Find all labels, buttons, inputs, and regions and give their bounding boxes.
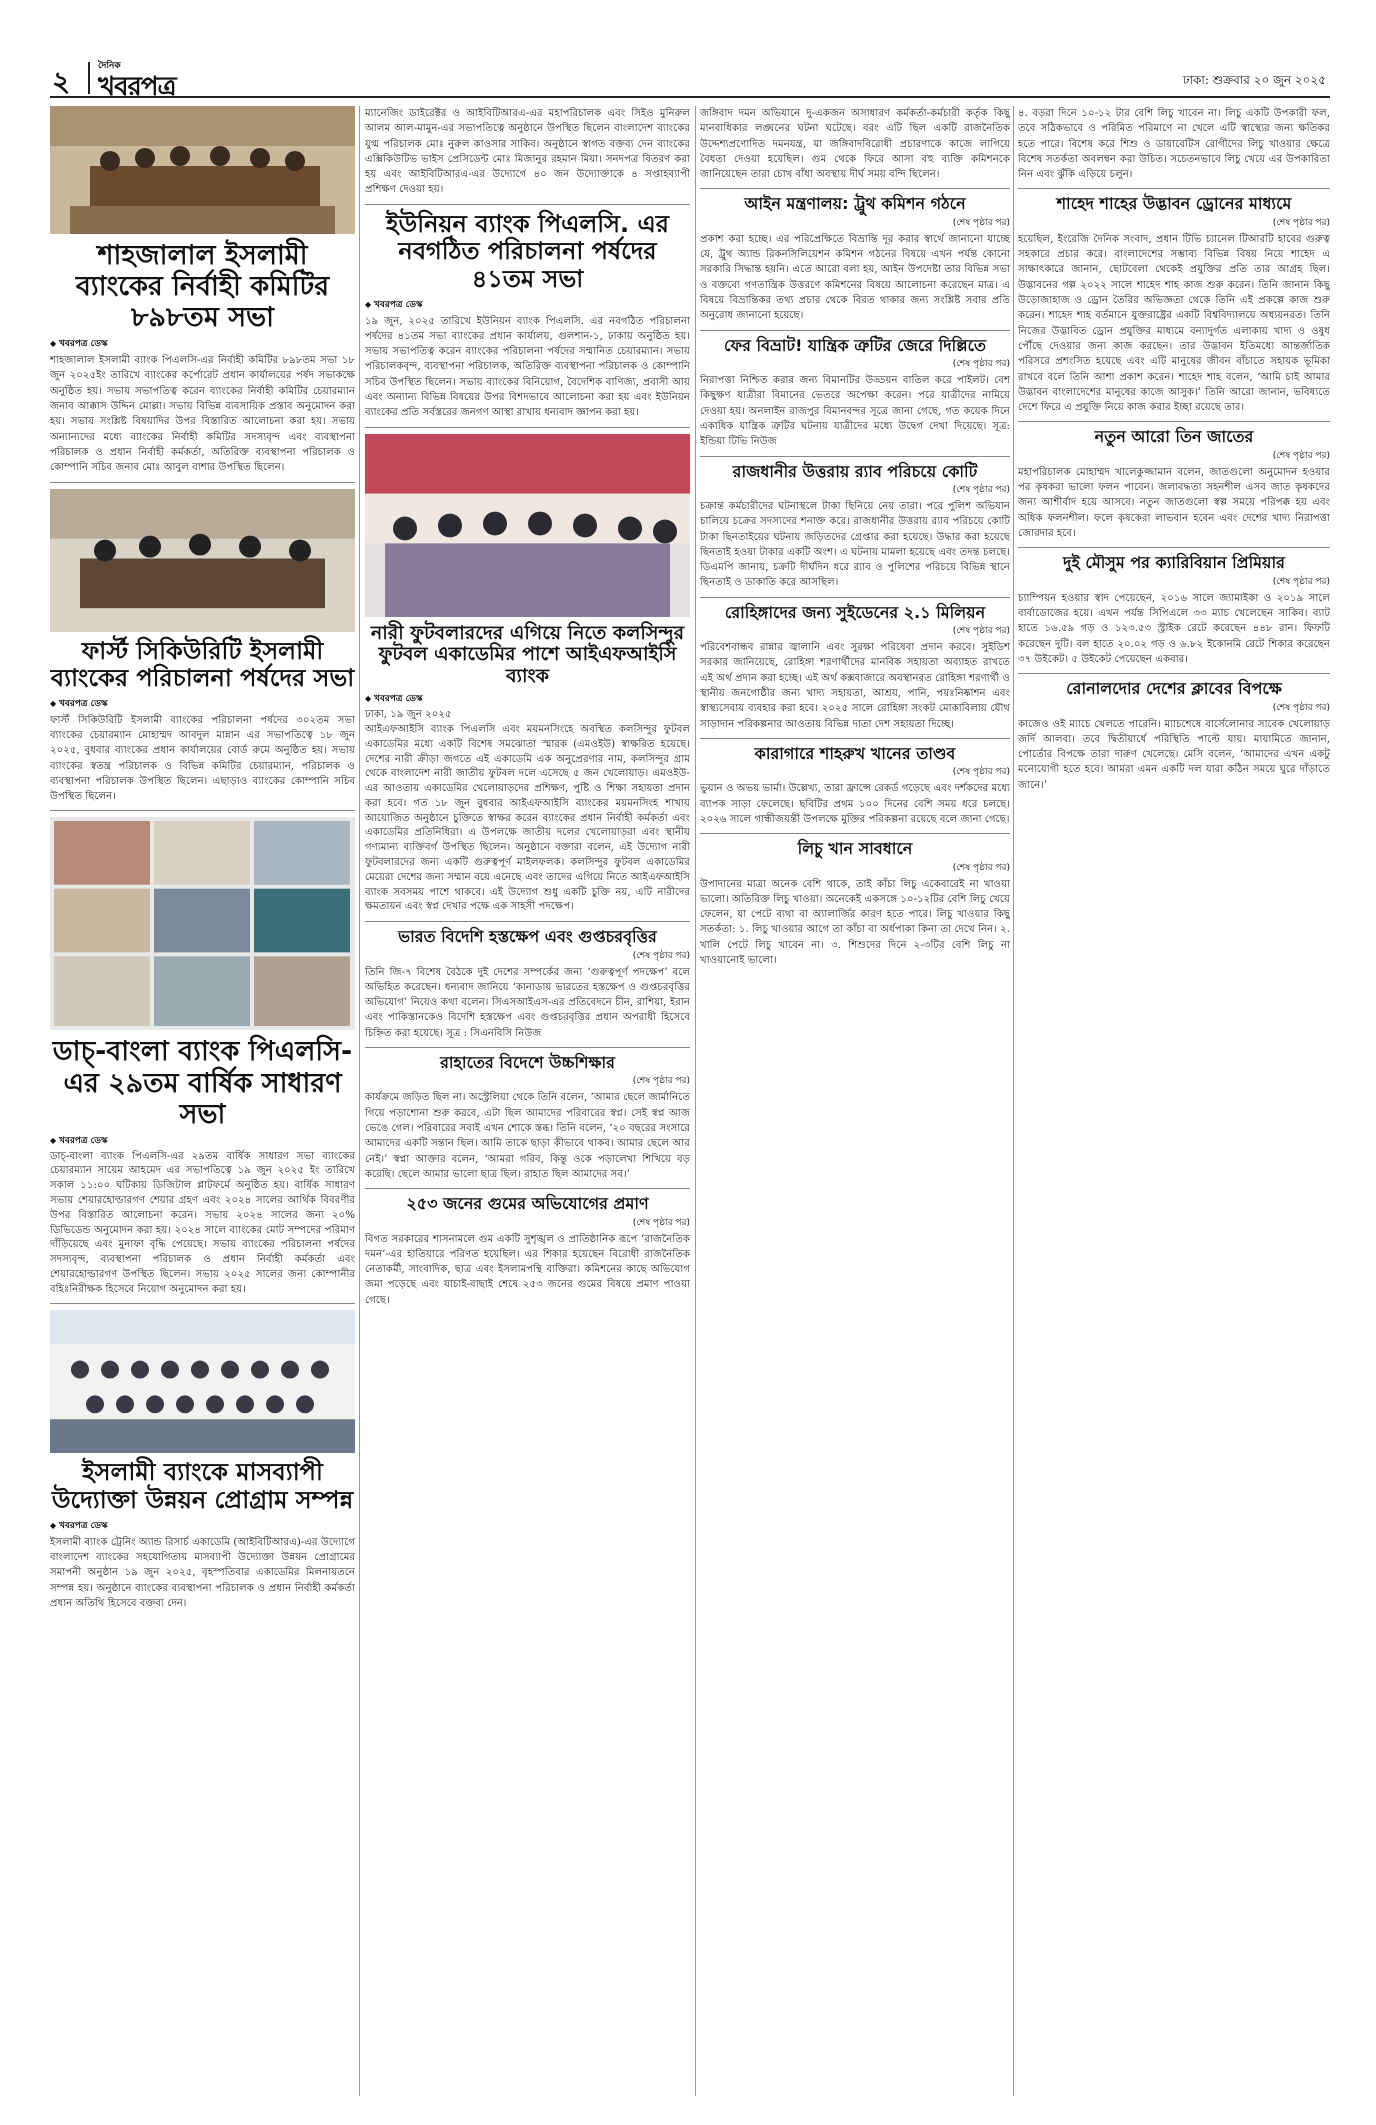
photo-entrepreneur-group bbox=[50, 1303, 355, 1453]
continued-label: (শেষ পৃষ্ঠার পর) bbox=[952, 484, 1010, 495]
masthead bbox=[50, 58, 1330, 102]
headline: ইসলামী ব্যাংকে মাসব্যাপী উদ্যোক্তা উন্নয়ন প্রোগ্রাম সম্পন্ন bbox=[51, 1458, 354, 1515]
headline: ভারত বিদেশি হস্তক্ষেপ এবং গুপ্তচরবৃত্তির bbox=[398, 927, 657, 947]
photo-ific-football bbox=[365, 427, 690, 617]
photo-agm-video-conference bbox=[50, 810, 355, 1030]
article-body: ভুয়ান ও অভয় ভার্মা। উল্লেখ্য, তারা ফ্রান্সে রেকর্ড গড়েছে এবং দর্শকদের মধ্যে ব্যাপক সাড়া ফেলেছে। ছবিটির প্রথম ১০০ দিনের বেশি সময় ধরে চলছে। ২০২৬ সালে গান্ধীজয়ন্তী উপলক্ষে মুক্তির পরিকল্পনা রয়েছে বলে জানা গেছে। bbox=[700, 783, 1010, 825]
article-body: ১৯ জুন, ২০২৫ তারিখে ইউনিয়ন ব্যাংক পিএলসি. এর নবগঠিত পরিচালনা পর্ষদের ৪১তম সভা ব্যাংকের প্রধান কার্যালয়, গুলশান-১, ঢাকায় অনুষ্ঠিত হয়। সভায় সভাপতিত্ব করেন ব্যাংকের পরিচালনা পর্ষদের সম্মানিত চেয়ারম্যান। সভায় পরিচালকবৃন্দ, ব্যবস্থাপনা পরিচালক, অতিরিক্ত ব্যবস্থাপনা পরিচালক ও কোম্পানি সচিব উপস্থিত ছিলেন। সভায় ব্যাংকের বিনিয়োগ, বৈদেশিক বাণিজ্য, প্রবাসী আয় এবং অন্যান্য বিভিন্ন বিষয়ের উপর বিশদভাবে আলোচনা করা হয় এবং ইউনিয়ন ব্যাংকের প্রতি সর্বস্তরের জনগণ আস্থা রাখায় ধন্যবাদ জ্ঞাপন করা হয়। bbox=[365, 315, 690, 419]
dateline: ঢাকা: শুক্রবার ২০ জুন ২০২৫ bbox=[1182, 73, 1326, 87]
byline: ◆ খবরপত্র ডেস্ক bbox=[365, 297, 690, 312]
article-body: চ্যাম্পিয়ন হওয়ার স্বাদ পেয়েছেন, ২০১৬ সালে জ্যামাইকা ও ২০১৯ সালে বার্বাডোজের হয়ে। এখন পর্যন্ত সিপিএলে ৩৩ ম্যাচ খেলেছেন সাকিব। ব্যাট হাতে ১৬.৫৯ গড় ও ১২৩.৫৩ স্ট্রাইক রেটে করেছেন ৪৪৮ রান। ফিফটি করেছেন দুটি। বল হাতে ২০.০২ গড় ও ৬.৮২ ইকোনমি রেটে শিকার করেছেন ৩৭ উইকেট। ৫ উইকেট পেয়েছেন একবার। bbox=[1018, 592, 1330, 665]
continued-label: (শেষ পৃষ্ঠার পর) bbox=[632, 1076, 690, 1087]
photo-meeting-fsib bbox=[50, 482, 355, 632]
headline: রোনালদোর দেশের ক্লাবের বিপক্ষে bbox=[1066, 679, 1282, 699]
byline: ◆ খবরপত্র ডেস্ক bbox=[365, 691, 690, 706]
column-4 bbox=[1018, 106, 1330, 2096]
column-1 bbox=[50, 106, 355, 2096]
continued-label: (শেষ পৃষ্ঠার পর) bbox=[952, 767, 1010, 778]
column-2 bbox=[365, 106, 690, 2096]
headline: আইন মন্ত্রণালয়: ট্রুথ কমিশন গঠনে bbox=[744, 194, 966, 214]
article-body: ডাচ্-বাংলা ব্যাংক পিএলসি-এর ২৯তম বার্ষিক সাধারণ সভা ব্যাংকের চেয়ারম্যান সায়েম আহমেদ এর সভাপতিত্বে ১৯ জুন ২০২৫ ইং তারিখে সকাল ১১:০০ ঘটিকায় ডিজিটাল প্লাটফর্মে অনুষ্ঠিত হয়। বার্ষিক সাধারণ সভায় শেয়ারহোল্ডারগণ শেয়ার গ্রহণ এবং ২০২৪ সালের আর্থিক বিবরণীর উপর বিস্তারিত আলোচনা করেন। সভায় ২০২৪ সালের জন্য ২০% ডিভিডেন্ড অনুমোদন করা হয়। ২০২৪ সালে ব্যাংকের মোট সম্পদের পরিমাণ দাঁড়িয়েছে এবং মুনাফা বৃদ্ধি পেয়েছে। সভায় ব্যাংকের পরিচালনা পর্ষদের সদস্যবৃন্দ, ব্যবস্থাপনা পরিচালক ও প্রধান নির্বাহী কর্মকর্তা এবং শেয়ারহোল্ডারগণ উপস্থিত ছিলেন। সভায় ২০২৫ সালের জন্য কোম্পানীর বহিঃনিরীক্ষক হিসেবে নিয়োগ অনুমোদন করা হয়। bbox=[50, 1150, 355, 1295]
byline: ◆ খবরপত্র ডেস্ক bbox=[50, 696, 355, 711]
column-rule bbox=[1013, 106, 1014, 2096]
continued-label: (শেষ পৃষ্ঠার পর) bbox=[952, 217, 1010, 228]
article-body: ফার্স্ট সিকিউরিটি ইসলামী ব্যাংকের পরিচালনা পর্ষদের ৩০২তম সভা ব্যাংকের চেয়ারম্যান মোহাম্মদ আবদুল মান্নান এর সভাপতিত্বে ১৮ জুন ২০২৫, বুধবার ব্যাংকের প্রধান কার্যালয়ের বোর্ড রুমে অনুষ্ঠিত হয়। সভায় ব্যাংকের স্বতন্ত্র পরিচালক ও বিভিন্ন কমিটির চেয়ারম্যান, পরিচালক ও ব্যবস্থাপনা পরিচালক উপস্থিত ছিলেন। এছাড়াও ব্যাংকের কোম্পানি সচিব উপস্থিত ছিলেন। bbox=[50, 714, 355, 803]
continued-label: (শেষ পৃষ্ঠার পর) bbox=[952, 626, 1010, 637]
article-body: শাহজালাল ইসলামী ব্যাংক পিএলসি-এর নির্বাহী কমিটির ৮৯৮তম সভা ১৮ জুন ২০২৫ইং তারিখে ব্যাংকের কর্পোরেট প্রধান কার্যালয়ের পর্ষদ সভাকক্ষে অনুষ্ঠিত হয়। সভায় সভাপতিত্ব করেন ব্যাংকের নির্বাহী কমিটির চেয়ারম্যান জনাব আক্কাস উদ্দিন মোল্লা। সভায় বিভিন্ন ব্যবসায়িক প্রস্তাব অনুমোদন করা হয়। সভায় সংশ্লিষ্ট বিষয়াদির উপর বিস্তারিত আলোচনা করা হয়। সভায় অন্যান্যদের মধ্যে ব্যাংকের নির্বাহী কমিটির সদস্যবৃন্দ এবং ব্যবস্থাপনা পরিচালক ও প্রধান নির্বাহী কর্মকর্তা, অতিরিক্ত ব্যবস্থাপনা পরিচালক ও কোম্পানি সচিব জনাব মোঃ আবুল বাশার উপস্থিত ছিলেন। bbox=[50, 355, 355, 474]
continued-label: (শেষ পৃষ্ঠার পর) bbox=[1272, 576, 1330, 587]
article-body-continued: ম্যানেজিং ডাইরেক্টর ও আইবিটিআরএ-এর মহাপরিচালক এবং সিইও মুনিরুল আলম আল-মামুন-এর সভাপতিত্বে অনুষ্ঠানে উপস্থিত ছিলেন বাংলাদেশ ব্যাংকের যুগ্ম পরিচালক মোঃ নুরুল কাওসার সাকিব। অনুষ্ঠানে স্বাগত বক্তব্য দেন ব্যাংকের এক্সিকিউটিভ ভাইস প্রেসিডেন্ট মোঃ মিজানুর রহমান মিয়া। সনদপত্র বিতরণ করা হয় এবং আইবিটিআরএ-এর উদ্যোগে ৪০ জন উদ্যোক্তাকে ৪ সপ্তাহব্যাপী প্রশিক্ষণ দেওয়া হয়। bbox=[365, 108, 690, 196]
article-body-continued: জঙ্গিবাদ দমন অভিযানে দু-একজন অসাধারণ কর্মকর্তা-কর্মচারী কর্তৃক কিছু মানবাধিকার লঙ্ঘনের ঘটনা ঘটেছে। বরং এটি ছিল একটি রাজনৈতিক উদ্দেশ্যপ্রণোদিত দমনযন্ত্র, যা জঙ্গিবাদবিরোধী প্রচারণাকে কাজে লাগিয়ে বৈধতা দেওয়া হয়েছিল। গুম থেকে ফিরে আসা বহু ব্যক্তি কমিশনকে জানিয়েছেন তারা চোখ বাঁধা অবস্থায় দীর্ঘ সময় বন্দি ছিলেন। bbox=[700, 108, 1010, 181]
headline: ২৫৩ জনের গুমের অভিযোগের প্রমাণ bbox=[406, 1194, 649, 1214]
continued-label: (শেষ পৃষ্ঠার পর) bbox=[1272, 450, 1330, 461]
headline: ডাচ্-বাংলা ব্যাংক পিএলসি-এর ২৯তম বার্ষিক সাধারণ সভা bbox=[52, 1036, 353, 1130]
article-body: মহাপরিচালক মোহাম্মদ খালেকুজ্জামান বলেন, জাতগুলো অনুমোদন হওয়ার পর কৃষকরা ভালো ফলন পাবেন। জলাবদ্ধতা সহনশীল এসব জাত কৃষকদের জন্য আশীর্বাদ হয়ে আসবে। নতুন জাতগুলো স্বল্প সময়ে পরিপক্ক হয় এবং অধিক ফলনশীল। ফলে কৃষকেরা লাভবান হবেন এবং দেশের খাদ্য নিরাপত্তা জোরদার হবে। bbox=[1018, 466, 1330, 540]
article-body: বিগত সরকারের শাসনামলে গুম একটি সুশৃঙ্খল ও প্রাতিষ্ঠানিক রূপে ‘রাজনৈতিক দমন’-এর হাতিয়ারে পরিণত হয়েছিল। এর শিকার হয়েছেন বিরোধী রাজনৈতিক নেতাকর্মী, সাংবাদিক, ছাত্র এবং ইসলামপন্থি ব্যক্তিরা। কমিশনের কাছে অভিযোগ জমা পড়েছে এবং যাচাই-বাছাই শেষে ২৫৩ জনের গুমের বিষয়ে প্রমাণ পাওয়া গেছে। bbox=[365, 1233, 690, 1306]
headline: রোহিঙ্গাদের জন্য সুইডেনের ২.১ মিলিয়ন bbox=[724, 602, 986, 622]
article-body: হয়েছিল, ইংরেজি দৈনিক সংবাদ, প্রধান টিভি চ্যানেল টিআরটি হাবের গুরুত্ব সহকারে প্রচার করে। বাংলাদেশের সম্ভাব্য বিভিন্ন বিষয় নিয়ে শাহেদ এ সাক্ষাৎকারে জানান, ছোটবেলা থেকেই প্রযুক্তির প্রতি তার আগ্রহ ছিল। উদ্ভাবনের গল্প ২০২২ সালে শাহেদ শাহ কাজ শুরু করেন। তিনি জানান কিছু উড়োজাহাজ ও ড্রোন তৈরির অভিজ্ঞতা থেকে তিনি এই প্রকল্পে কাজ শুরু করেন। শাহেদ শাহ বর্তমানে যুক্তরাষ্ট্রের একটি বিশ্ববিদ্যালয়ে অধ্যয়নরত। তিনি নিজের উদ্ভাবিত ড্রোন প্রযুক্তির মাধ্যমে বন্যাদুর্গত এলাকায় খাদ্য ও ওষুধ পৌঁছে দেওয়ার জন্য কাজ করছেন। তার উদ্ভাবন ইতিমধ্যে আন্তর্জাতিক পরিসরে প্রশংসিত হয়েছে এবং এটি মানুষের জীবন বাঁচাতে সহায়ক ভূমিকা রাখবে বলে তিনি আশা প্রকাশ করেন। শাহেদ শাহ বলেন, ‘আমি চাই আমার উদ্ভাবন বাংলাদেশের মানুষের কাজে আসুক।’ তিনি আরো জানান, ভবিষ্যতে দেশে ফিরে এ প্রযুক্তি নিয়ে কাজ করার ইচ্ছা রয়েছে তার। bbox=[1018, 233, 1330, 414]
headline: শাহেদ শাহের উদ্ভাবন ড্রোনের মাধ্যমে bbox=[1056, 194, 1292, 214]
headline: নতুন আরো তিন জাতের bbox=[1094, 427, 1254, 447]
newspaper-logo: খবরপত্র bbox=[98, 72, 176, 102]
article-body: তিনি জি-৭ বিশেষ বৈঠকে দুই দেশের সম্পর্কের জন্য ‘গুরুত্বপূর্ণ পদক্ষেপ’ বলে অভিহিত করেছেন। ধন্যবাদ জানিয়ে ‘কানাডায় ভারতের হস্তক্ষেপ ও গুপ্তচরবৃত্তির অভিযোগ’ নিয়েও কথা বলেন। সিএসআইএস-এর প্রতিবেদনে চীন, রাশিয়া, ইরান এবং পাকিস্তানকেও বিদেশি হস্তক্ষেপ এবং গুপ্তচরবৃত্তির প্রধান অপরাধী হিসেবে চিহ্নিত করা হয়েছে। সূত্র : সিএনবিসি নিউজ bbox=[365, 966, 690, 1039]
headline: রাহাতের বিদেশে উচ্চশিক্ষার bbox=[440, 1052, 615, 1072]
continued-label: (শেষ পৃষ্ঠার পর) bbox=[632, 1217, 690, 1228]
article-body: পরিবেশবান্ধব রান্নার জ্বালানি এবং সুরক্ষা পরিষেবা প্রদান করবে। সুইডিশ সরকার জানিয়েছে, রোহিঙ্গা শরণার্থীদের মানবিক সহায়তা অব্যাহত রাখতে এই অর্থ প্রদান করা হচ্ছে। এই অর্থ কক্সবাজারে অবস্থানরত রোহিঙ্গা শরণার্থী ও স্থানীয় জনগোষ্ঠীর জন্য খাদ্য সহায়তা, আশ্রয়, পানি, পয়ঃনিষ্কাশন এবং স্বাস্থ্যসেবায় ব্যবহার করা হবে। ২০২৫ সালে রোহিঙ্গা সংকট মোকাবিলায় যৌথ সাড়াদান পরিকল্পনার আওতায় বিভিন্ন দাতা দেশ সহায়তা দিচ্ছে। bbox=[700, 642, 1010, 730]
article-body: উপাদানের মাত্রা অনেক বেশি থাকে, তাই কাঁচা লিচু একেবারেই না খাওয়া ভালো। অতিরিক্ত লিচু খাওয়া। অনেকেই একসঙ্গে ১০-১২টির বেশি লিচু খেয়ে ফেলেন, যা পেটে ব্যথা বা অ্যালার্জির কারণ হতে পারে। লিচু খাওয়ার কিছু সতর্কতা: ১. লিচু খাওয়ার আগে তা কাঁচা বা অর্ধপাকা কিনা তা দেখে নিন। ২. খালি পেটে লিচু খাবেন না। ৩. শিশুদের দিনে ২-৩টির বেশি লিচু না খাওয়ানোই ভালো। bbox=[700, 878, 1010, 967]
article-body: আইএফআইসি ব্যাংক পিএলসি এবং ময়মনসিংহে অবস্থিত কলসিন্দুর ফুটবল একাডেমির মধ্যে একটি বিশেষ সমঝোতা স্মারক (এমওইউ) স্বাক্ষরিত হয়েছে। দেশের নারী ক্রীড়া জগতে এই একাডেমি এক অনুপ্রেরণার নাম, কলসিন্দুর গ্রাম থেকে বাংলাদেশ নারী জাতীয় ফুটবল দলে এসেছে ৫ জন খেলোয়াড়। এমওইউ-এর আওতায় একাডেমির খেলোয়াড়দের প্রশিক্ষণ, পুষ্টি ও শিক্ষা সহায়তা প্রদান করা হবে। গত ১৮ জুন বুধবার আইএফআইসি ব্যাংকের ময়মনসিংহ শাখায় আয়োজিত অনুষ্ঠানে চুক্তিতে স্বাক্ষর করেন ব্যাংকের প্রধান নির্বাহী কর্মকর্তা এবং একাডেমির প্রতিনিধিরা। এ উপলক্ষে জাতীয় দলের খেলোয়াড়রা এবং স্থানীয় গণ্যমান্য ব্যক্তিবর্গ উপস্থিত ছিলেন। অনুষ্ঠানে বক্তারা বলেন, এই উদ্যোগ নারী ফুটবলারদের জন্য একটি গুরুত্বপূর্ণ মাইলফলক। কলসিন্দুর ফুটবল একাডেমির মেয়েরা দেশের জন্য সম্মান বয়ে এনেছে এবং তাদের এগিয়ে নিতে আইএফআইসি ব্যাংক সবসময় পাশে থাকবে। এই উদ্যোগ শুধু একটি চুক্তি নয়, এটি নারীদের ক্ষমতায়ন এবং স্বপ্ন দেখার পক্ষে এক সাহসী পদক্ষেপ। bbox=[365, 723, 690, 913]
byline: ◆ খবরপত্র ডেস্ক bbox=[50, 1518, 355, 1533]
continued-label: (শেষ পৃষ্ঠার পর) bbox=[1272, 702, 1330, 713]
page-number: ২ bbox=[52, 65, 71, 98]
headline: শাহজালাল ইসলামী ব্যাংকের নির্বাহী কমিটির ৮৯৮তম সভা bbox=[75, 240, 330, 334]
headline: রাজধানীর উত্তরায় র‍্যাব পরিচয়ে কোটি bbox=[732, 461, 978, 481]
article-dateline: ঢাকা, ১৯ জুন ২০২৫ bbox=[365, 709, 452, 721]
headline: ফার্স্ট সিকিউরিটি ইসলামী ব্যাংকের পরিচালনা পর্ষদের সভা bbox=[50, 636, 355, 693]
headline: কারাগারে শাহরুখ খানের তাণ্ডব bbox=[754, 743, 956, 763]
article-body: চক্রান্ত কর্মচারীদের ঘটনাস্থলে টাকা ছিনিয়ে নেয় তারা। পরে পুলিশ অভিযান চালিয়ে চক্রের সদস্যদের শনাক্ত করে। রাজধানীর উত্তরায় র‍্যাব পরিচয়ে কোটি টাকা ছিনতাইয়ের ঘটনায় জড়িতদের গ্রেপ্তার করা হয়েছে। উদ্ধার করা হয়েছে ছিনতাই হওয়া টাকার একটি অংশ। এ ঘটনায় মামলা হয়েছে এবং তদন্ত চলছে। ডিএমপি জানায়, চক্রটি দীর্ঘদিন ধরে র‍্যাব ও পুলিশের পরিচয়ে বিভিন্ন স্থানে ছিনতাই ও ডাকাতি করে আসছিল। bbox=[700, 500, 1010, 589]
headline: ফের বিভ্রাট! যান্ত্রিক ত্রুটির জেরে দিল্লিতে bbox=[723, 335, 987, 355]
masthead-divider bbox=[88, 62, 90, 94]
logo-prefix: দৈনিক bbox=[98, 61, 121, 71]
headline: ইউনিয়ন ব্যাংক পিএলসি. এর নবগঠিত পরিচালনা পর্ষদের ৪১তম সভা bbox=[386, 209, 669, 293]
continued-label: (শেষ পৃষ্ঠার পর) bbox=[952, 359, 1010, 370]
column-rule bbox=[695, 106, 696, 2096]
column-3 bbox=[700, 106, 1010, 2096]
article-body-continued: ৪. বড়রা দিনে ১০-১২ টার বেশি লিচু খাবেন না। লিচু একটি উপকারী ফল, তবে সঠিকভাবে ও পরিমিত পরিমাণে না খেলে এটি স্বাস্থ্যের জন্য ক্ষতিকর হতে পারে। বিশেষ করে শিশু ও ডায়াবেটিস রোগীদের লিচু খাওয়ার ক্ষেত্রে বিশেষ সতর্কতা অবলম্বন করা উচিত। সচেতনভাবে লিচু খেয়ে এর উপকারিতা নিন এবং ঝুঁকি এড়িয়ে চলুন। bbox=[1018, 108, 1330, 181]
column-rule bbox=[359, 106, 360, 2096]
byline: ◆ খবরপত্র ডেস্ক bbox=[50, 1133, 355, 1148]
headline: লিচু খান সাবধানে bbox=[797, 839, 913, 859]
article-body: ইসলামী ব্যাংক ট্রেনিং অ্যান্ড রিসার্চ একাডেমি (আইবিটিআরএ)-এর উদ্যোগে বাংলাদেশ ব্যাংকের সহযোগিতায় মাসব্যাপী উদ্যোক্তা উন্নয়ন প্রোগ্রামের সমাপনী অনুষ্ঠান ১৯ জুন ২০২৫, বৃহস্পতিবার একাডেমির মিলনায়তনে সম্পন্ন হয়। অনুষ্ঠানে ব্যাংকের ব্যবস্থাপনা পরিচালক ও প্রধান নির্বাহী কর্মকর্তা প্রধান অতিথি হিসেবে বক্তব্য দেন। bbox=[50, 1536, 355, 1609]
headline: নারী ফুটবলারদের এগিয়ে নিতে কলসিন্দুর ফুটবল একাডেমির পাশে আইএফআইসি ব্যাংক bbox=[370, 621, 685, 688]
continued-label: (শেষ পৃষ্ঠার পর) bbox=[632, 950, 690, 961]
headline: দুই মৌসুম পর ক্যারিবিয়ান প্রিমিয়ার bbox=[1063, 553, 1285, 573]
byline: ◆ খবরপত্র ডেস্ক bbox=[50, 336, 355, 351]
article-body: কাজেও ওই ম্যাচে খেলতে পারেনি। ম্যাচশেষে বার্সেলোনার সাবেক খেলোয়াড় জর্দি আলবা। তবে দ্বিতীয়ার্ধে পরিস্থিতি পাল্টে যায়। মায়ামিতে জানান, পোর্তোর বিপক্ষে তারা দারুণ খেলেছে। মেসি বলেন, ‘আমাদের এখন একটু মনোযোগী হতে হবে। আমরা এমন একটি দল যারা কঠিন সময়ে ঘুরে দাঁড়াতে জানে।’ bbox=[1018, 718, 1330, 791]
continued-label: (শেষ পৃষ্ঠার পর) bbox=[1272, 217, 1330, 228]
article-body: নিরাপত্তা নিশ্চিত করার জন্য বিমানটির উড্ডয়ন বাতিল করে পাইলট। বেশ কিছুক্ষণ যাত্রীরা বিমানের ভেতরে অপেক্ষা করেন। পরে যাত্রীদের নামিয়ে দেওয়া হয়। অনলাইন রাজপুর বিমানবন্দর সূত্রে জানা গেছে, গত কয়েক দিনে একাধিক যান্ত্রিক ত্রুটির ঘটনায় যাত্রীদের মধ্যে উদ্বেগ দেখা দিয়েছে। সূত্র: ইন্ডিয়া টিভি নিউজ bbox=[700, 375, 1010, 448]
article-body: কার্যক্রমে জড়িত ছিল না। অস্ট্রেলিয়া থেকে তিনি বলেন, ‘আমার ছেলে জার্মানিতে গিয়ে পড়াশোনা শুরু করবে, এটা ছিল আমাদের পরিবারের স্বপ্ন। সেই স্বপ্ন আজ ভেঙে গেল। পরিবারের সবাই এখন শোকে স্তব্ধ। তিনি বলেন, ‘২০ বছরের সংসারে আমাদের একটি সন্তান ছিল। আমি তাকে ছাড়া কীভাবে থাকব। আমার ছেলে আর নেই।’ স্বপ্না আক্তার বলেন, ‘আমরা গরিব, কিন্তু ওকে পড়ালেখা শিখিয়ে বড় করেছি। ছেলে আমার ভালো ছাত্র ছিল। রাহাত ছিল আমাদের সব।’ bbox=[365, 1092, 690, 1180]
article-body: প্রকাশ করা হচ্ছে। এর পরিপ্রেক্ষিতে বিভ্রান্তি দূর করার স্বার্থে জানানো যাচ্ছে যে, ট্রুথ অ্যান্ড রিকনসিলিয়েশন কমিশন গঠনের বিষয়ে এখন পর্যন্ত কোনো সরকারি সিদ্ধান্ত হয়নি। এতে আরো বলা হয়, আইন উপদেষ্টা তার বিভিন্ন সভা ও বক্তব্যে গণতান্ত্রিক উত্তরণে কমিশনের বিষয়ে আলোচনা করেছেন মাত্র। এ বিষয়ে বিভ্রান্তিকর তথ্য প্রচার থেকে বিরত থাকার জন্য সংশ্লিষ্ট সবার প্রতি অনুরোধ জানানো হয়েছে। bbox=[700, 233, 1010, 322]
continued-label: (শেষ পৃষ্ঠার পর) bbox=[952, 862, 1010, 873]
photo-meeting-shahjalal bbox=[50, 106, 355, 234]
